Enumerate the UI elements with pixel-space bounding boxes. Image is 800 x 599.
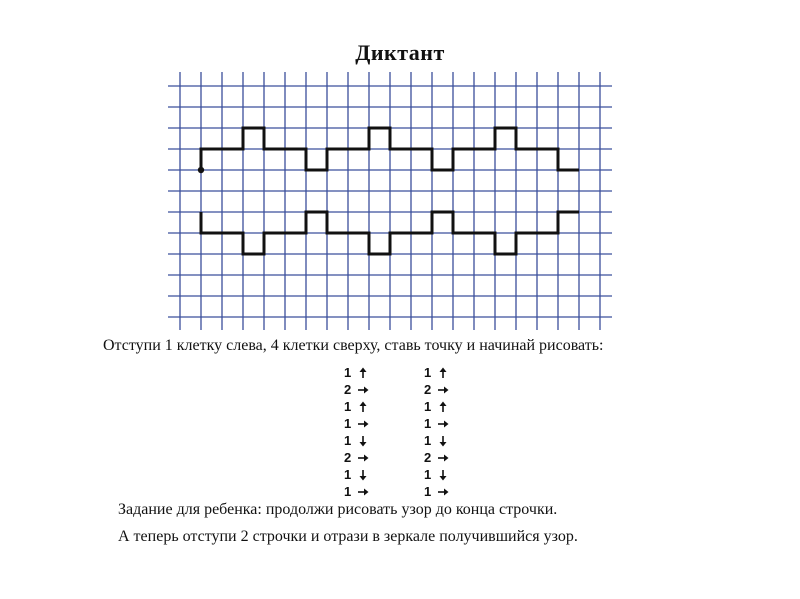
step-item [344, 483, 370, 500]
step-item [424, 381, 450, 398]
step-count: 1 [424, 416, 432, 431]
step-count: 1 [344, 365, 352, 380]
arrow-up-icon [356, 367, 370, 379]
step-count: 1 [424, 399, 432, 414]
arrow-right-icon [356, 385, 370, 395]
step-count: 1 [344, 467, 352, 482]
step-item [344, 466, 370, 483]
step-item [344, 432, 370, 449]
step-item [424, 398, 450, 415]
arrow-up-icon [436, 367, 450, 379]
arrow-right-icon [356, 419, 370, 429]
arrow-up-icon [356, 401, 370, 413]
arrow-right-icon [436, 419, 450, 429]
step-item [424, 449, 450, 466]
step-count: 1 [344, 399, 352, 414]
step-count: 2 [344, 450, 352, 465]
arrow-down-icon [436, 435, 450, 447]
step-item [424, 415, 450, 432]
step-item [344, 364, 370, 381]
arrow-right-icon [356, 487, 370, 497]
start-point-dot [198, 167, 204, 173]
step-count: 1 [344, 433, 352, 448]
step-count: 1 [424, 433, 432, 448]
step-count: 1 [424, 365, 432, 380]
arrow-down-icon [436, 469, 450, 481]
steps-column-left [344, 364, 370, 500]
step-count: 1 [344, 484, 352, 499]
arrow-right-icon [356, 453, 370, 463]
step-item [344, 398, 370, 415]
steps-column-right [424, 364, 450, 500]
page-title: Диктант [355, 40, 445, 65]
task-line-1: Задание для ребенка: продолжи рисовать узор до конца строчки. [118, 501, 558, 518]
arrow-down-icon [356, 435, 370, 447]
step-count: 1 [344, 416, 352, 431]
step-item [344, 415, 370, 432]
step-count: 2 [424, 382, 432, 397]
step-count: 2 [424, 450, 432, 465]
step-item [424, 466, 450, 483]
instruction-text: Отступи 1 клетку слева, 4 клетки сверху, ставь точку и начинай рисовать: [103, 337, 604, 354]
arrow-up-icon [436, 401, 450, 413]
task-line-2: А теперь отступи 2 строчки и отрази в зеркале получившийся узор. [118, 528, 578, 545]
step-item [344, 449, 370, 466]
step-count: 2 [344, 382, 352, 397]
step-count: 1 [424, 484, 432, 499]
arrow-right-icon [436, 385, 450, 395]
grid-lines [168, 72, 612, 330]
step-count: 1 [424, 467, 432, 482]
arrow-down-icon [356, 469, 370, 481]
step-item [424, 432, 450, 449]
step-item [424, 364, 450, 381]
step-item [424, 483, 450, 500]
step-item [344, 381, 370, 398]
arrow-right-icon [436, 453, 450, 463]
arrow-right-icon [436, 487, 450, 497]
